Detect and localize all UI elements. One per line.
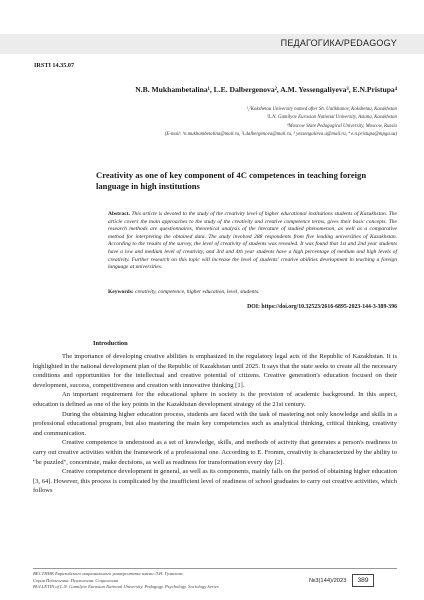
affiliation-line: ³L.N. Gumilyov Eurasian National University, Astana, Kazakhstan xyxy=(266,115,397,121)
body-paragraph: Creative competence development in general, as well as its components, mainly falls on the period of obtaining higher education [3, 64]. However, this process is complicated by the insufficient level of readiness of school graduates to carry out creative activities, which follows xyxy=(33,468,398,495)
irsti-code: IRSTI 14.35.07 xyxy=(34,62,75,69)
affiliations xyxy=(57,106,397,139)
footer-journal-line: BULLETIN of L.N. Gumilyov Eurasian National University. Pedagogy. Psychology. Sociology Series xyxy=(33,584,219,590)
keywords xyxy=(108,289,397,297)
article-title: Creativity as one of key component of 4C competences in teaching foreign language in high institutions xyxy=(96,170,367,191)
section-label: ПЕДАГОГИКА/PEDAGOGY xyxy=(280,38,397,48)
email-line: (E-mail: ¹n.mukhambetalina@mail.ru, ²l.dalbergenova@mail.ru, ³ yessengalieva.a@mail.ru, ⁴ e.n.pristupa@mpgu.su) xyxy=(164,131,397,137)
body-paragraph: Creative competence is understood as a set of knowledge, skills, and methods of activity that generates a person's readiness to carry out creative activities within the framework of a professional one. According to E. Fromm, creativity is characterized by the ability to "be puzzled", concentrate, make decisions, as well as readiness for transformation every day [2]. xyxy=(33,439,397,466)
author-list: N.B. Mukhambetalina¹, L.E. Dalbergenova², A.M. Yessengaliyeva³, E.N.Pristupa⁴ xyxy=(135,85,397,94)
keywords-text: creativity, competence, higher education, level, students. xyxy=(135,289,260,295)
affiliation-line: ⁴Moscow State Pedagogical University, Moscow, Russia xyxy=(286,123,397,129)
section-heading-introduction: Introduction xyxy=(93,340,128,347)
body-paragraph: During the obtaining higher education process, students are faced with the task of mastering not only knowledge and skills in a professional educational program, but also mastering the main key competencies such as analytical thinking, critical thinking, creativity and communication. xyxy=(33,410,397,437)
abstract xyxy=(108,211,397,272)
footer-journal-line: Серия Педагогика. Психология. Социология xyxy=(33,577,119,583)
doi-link[interactable]: DOI: https://doi.org/10.32523/2616-6895-2023-144-3-389-396 xyxy=(247,304,397,310)
body-text xyxy=(33,352,397,496)
footer-journal-name xyxy=(33,571,283,591)
body-paragraph: The importance of developing creative abilities is emphasized in the regulatory legal acts of the Republic of Kazakhstan. It is highlighted in the national development plan of the Republic of Kazakhstan until 2025. It says that the state seeks to create all the necessary conditions and opportunities for the intellectual and creative potential of citizens. Creative generation's education focused on their development, success, competitiveness and creation with innovative thinking [1]. xyxy=(33,353,397,389)
keywords-label: Keywords: xyxy=(108,289,134,295)
body-paragraph: An important requirement for the educational sphere in society is the provision of academic background. In this aspect, education is defined as one of the key points in the Kazakhstan development strategy of the 21st century. xyxy=(33,391,397,408)
abstract-label: Abstract. xyxy=(108,211,130,217)
affiliation-line: ¹,²Kokshetau University named after Sh. Ualikhanov, Kokshetau, Kazakhstan xyxy=(246,107,397,112)
page-number: 389 xyxy=(352,574,374,587)
abstract-text: This article is devoted to the study of the creativity level of higher educational institutions students of Kazakhstan. The article covers the main approaches to the study of the creativity and creative competence terms, gives their basic concepts. The research methods are questionnaires, theoretical analysis of the literature of studied phenomenon, as well as a comparative method for interpreting the obtained data. The study involved 288 respondents from five leading universities of Kazakhstan. According to the results of the survey, the level of creativity of students was revealed. It was found that 1st and 2nd year students have a low and medium level of creativity, and 3rd and 4th year students have a high percentage of medium and high levels of creativity. Further research on this topic will increase the level of students' creative abilities development in teaching a foreign language at universities. xyxy=(108,211,397,271)
footer-journal-line: ВЕСТНИК Евразийского национального университета имени Л.Н. Гумилева. xyxy=(33,571,184,576)
footer-issue-number: №3(144)/2023 xyxy=(309,578,347,584)
footer-divider xyxy=(33,568,397,569)
